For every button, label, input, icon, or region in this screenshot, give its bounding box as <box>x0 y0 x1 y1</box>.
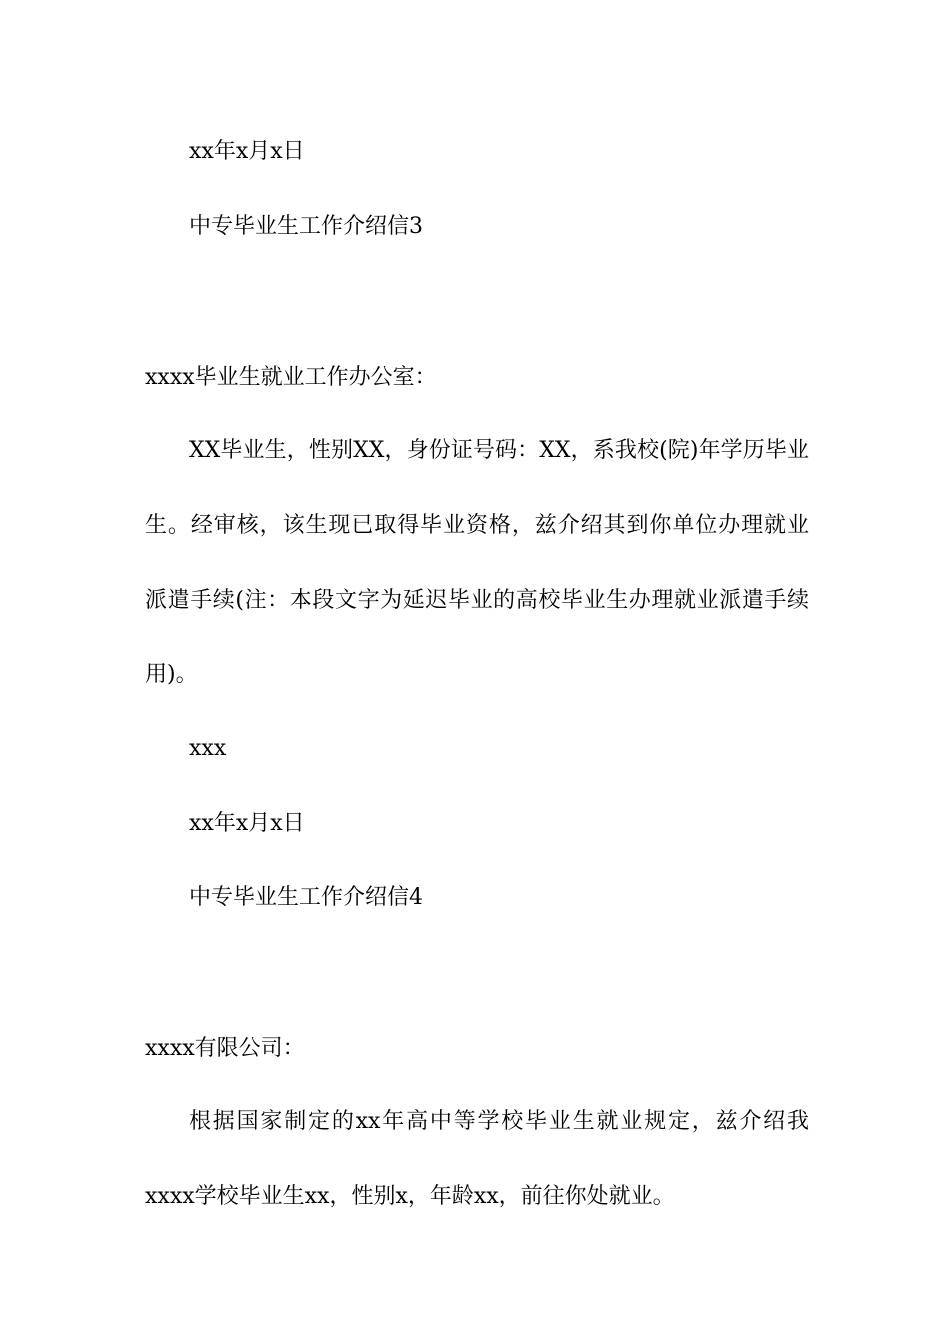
body-paragraph-line: 生。经审核，该生现已取得毕业资格，兹介绍其到你单位办理就业 <box>145 513 809 538</box>
body-paragraph-line: 派遣手续(注：本段文字为延迟毕业的高校毕业生办理就业派遣手续 <box>145 588 809 613</box>
signature-line: xxx <box>189 736 227 761</box>
letter-title: 中专毕业生工作介绍信4 <box>189 885 423 910</box>
body-paragraph-line: XX毕业生，性别XX，身份证号码：XX，系我校(院)年学历毕业 <box>189 438 809 463</box>
body-paragraph-line: 用)。 <box>145 662 198 687</box>
letter-title: 中专毕业生工作介绍信3 <box>189 214 423 239</box>
recipient-line: xxxx毕业生就业工作办公室： <box>145 365 437 390</box>
recipient-line: xxxx有限公司： <box>145 1036 305 1061</box>
body-paragraph-line: 根据国家制定的xx年高中等学校毕业生就业规定，兹介绍我 <box>189 1109 809 1134</box>
date-line: xx年x月x日 <box>189 811 305 836</box>
date-line: xx年x月x日 <box>189 139 305 164</box>
body-paragraph-line: xxxx学校毕业生xx，性别x，年龄xx，前往你处就业。 <box>145 1184 675 1209</box>
